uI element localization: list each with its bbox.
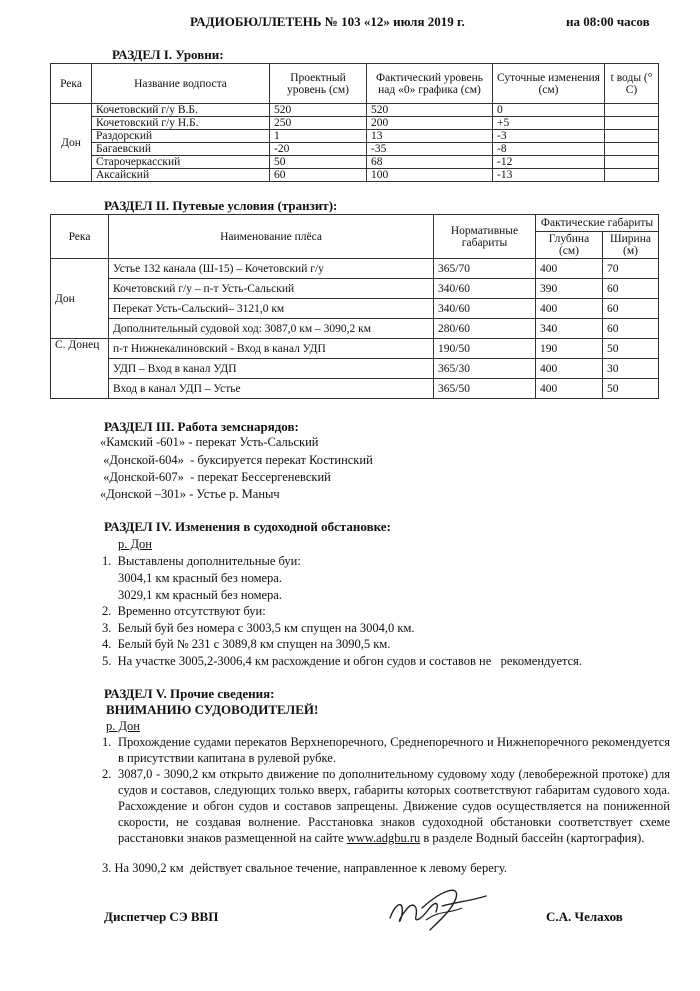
project-level: 50 bbox=[270, 156, 367, 169]
station-name: Раздорский bbox=[92, 130, 270, 143]
water-temp bbox=[605, 117, 659, 130]
col-actual-group: Фактические габариты bbox=[536, 215, 659, 232]
col-station: Название водпоста bbox=[92, 64, 270, 104]
notice-text: 3087,0 - 3090,2 км открыто движение по дополнительному судовому ходу (левобережной протоке) для судов и составов, следующих только вверх, габариты которых соответствуют габаритам судового хода. Расхождение и обгон судов и составов запрещены. Движение судов осуществляется на пониженной скорости, не создавая волнение. Расстановка знаков судоходной обстановки соответствует схеме расстановки знаков размещенной на сайте bbox=[118, 767, 670, 845]
actual-level: -35 bbox=[367, 143, 493, 156]
normative-dims: 190/50 bbox=[434, 339, 536, 359]
station-name: Кочетовский г/у Н.Б. bbox=[92, 117, 270, 130]
width-value: 70 bbox=[603, 259, 659, 279]
table-row bbox=[51, 104, 659, 117]
col-width: Ширина (м) bbox=[603, 232, 659, 259]
dredger-line: «Камский -601» - перекат Усть-Сальский bbox=[100, 435, 319, 449]
normative-dims: 365/50 bbox=[434, 379, 536, 399]
daily-change: -12 bbox=[493, 156, 605, 169]
change-item: 4. Белый буй № 231 с 3089,8 км спущен на 3090,5 км. bbox=[102, 637, 391, 651]
depth-value: 340 bbox=[536, 319, 603, 339]
section4-title: РАЗДЕЛ IV. Изменения в судоходной обстановке: bbox=[104, 519, 391, 534]
actual-level: 68 bbox=[367, 156, 493, 169]
table-row bbox=[51, 379, 659, 399]
station-name: Багаевский bbox=[92, 143, 270, 156]
actual-level: 200 bbox=[367, 117, 493, 130]
col-project-level: Проектный уровень (см) bbox=[270, 64, 367, 104]
width-value: 50 bbox=[603, 379, 659, 399]
depth-value: 400 bbox=[536, 379, 603, 399]
website-link[interactable]: www.adgbu.ru bbox=[346, 831, 421, 845]
change-item: 3029,1 км красный без номера. bbox=[118, 588, 282, 602]
notice-text-tail: в разделе Водный бассейн (картография). bbox=[420, 831, 645, 845]
table-row bbox=[51, 259, 659, 279]
section5-title: РАЗДЕЛ V. Прочие сведения: bbox=[104, 686, 275, 701]
daily-change: 0 bbox=[493, 104, 605, 117]
actual-level: 100 bbox=[367, 169, 493, 182]
levels-table bbox=[50, 63, 659, 182]
reach-name: Кочетовский г/у – п-т Усть-Сальский bbox=[109, 279, 434, 299]
water-temp bbox=[605, 143, 659, 156]
table-row bbox=[51, 359, 659, 379]
dispatcher-name: С.А. Челахов bbox=[546, 909, 623, 924]
depth-value: 190 bbox=[536, 339, 603, 359]
project-level: 60 bbox=[270, 169, 367, 182]
daily-change: +5 bbox=[493, 117, 605, 130]
notice-item bbox=[118, 766, 670, 846]
reach-name: Вход в канал УДП – Устье bbox=[109, 379, 434, 399]
transit-table bbox=[50, 214, 659, 399]
dredger-line: «Донской-607» - перекат Бессергеневский bbox=[100, 470, 331, 484]
col-river: Река bbox=[51, 215, 109, 259]
col-normative: Нормативные габариты bbox=[434, 215, 536, 259]
station-name: Старочеркасский bbox=[92, 156, 270, 169]
attention-heading: ВНИМАНИЮ СУДОВОДИТЕЛЕЙ! bbox=[106, 702, 319, 717]
depth-value: 400 bbox=[536, 259, 603, 279]
depth-value: 400 bbox=[536, 299, 603, 319]
signature-icon bbox=[382, 880, 492, 940]
bulletin-time: на 08:00 часов bbox=[566, 14, 650, 29]
river-cell: С. Донец bbox=[51, 339, 109, 399]
reach-name: Дополнительный судовой ход: 3087,0 км – 3090,2 км bbox=[109, 319, 434, 339]
notice-number: 2. bbox=[102, 767, 112, 781]
dredger-line: «Донской-604» - буксируется перекат Костинский bbox=[100, 453, 373, 467]
water-temp bbox=[605, 169, 659, 182]
table-row bbox=[51, 117, 659, 130]
actual-level: 13 bbox=[367, 130, 493, 143]
daily-change: -8 bbox=[493, 143, 605, 156]
col-daily-change: Суточные изменения (см) bbox=[493, 64, 605, 104]
reach-name: УДП – Вход в канал УДП bbox=[109, 359, 434, 379]
daily-change: -13 bbox=[493, 169, 605, 182]
table-row bbox=[51, 319, 659, 339]
width-value: 60 bbox=[603, 299, 659, 319]
change-item: 5. На участке 3005,2-3006,4 км расхождение и обгон судов и составов не рекомендуется. bbox=[102, 654, 583, 668]
river-cell: Дон bbox=[51, 259, 109, 339]
river-cell: Дон bbox=[51, 104, 92, 182]
normative-dims: 365/30 bbox=[434, 359, 536, 379]
notice-item: Прохождение судами перекатов Верхнепоречного, Среднепоречного и Нижнепоречного рекомендуется в присутствии капитана в рулевой рубке. bbox=[118, 735, 670, 765]
actual-level: 520 bbox=[367, 104, 493, 117]
dispatcher-position: Диспетчер СЭ ВВП bbox=[104, 909, 219, 924]
change-item: 1. Выставлены дополнительные буи: bbox=[102, 554, 301, 568]
col-reach: Наименование плёса bbox=[109, 215, 434, 259]
change-item: 3004,1 км красный без номера. bbox=[118, 571, 282, 585]
daily-change: -3 bbox=[493, 130, 605, 143]
river-subheading: р. Дон bbox=[118, 537, 152, 551]
col-actual-level: Фактический уровень над «0» графика (см) bbox=[367, 64, 493, 104]
change-item: 2. Временно отсутствуют буи: bbox=[102, 604, 266, 618]
section3-title: РАЗДЕЛ III. Работа земснарядов: bbox=[104, 419, 299, 434]
notice-item: 3. На 3090,2 км действует свальное течение, направленное к левому берегу. bbox=[102, 861, 508, 875]
normative-dims: 280/60 bbox=[434, 319, 536, 339]
width-value: 60 bbox=[603, 279, 659, 299]
table-row bbox=[51, 130, 659, 143]
col-river: Река bbox=[51, 64, 92, 104]
river-subheading: р. Дон bbox=[106, 719, 140, 733]
table-row bbox=[51, 339, 659, 359]
depth-value: 400 bbox=[536, 359, 603, 379]
reach-name: Перекат Усть-Сальский– 3121,0 км bbox=[109, 299, 434, 319]
dredger-line: «Донской –301» - Устье р. Маныч bbox=[100, 487, 280, 501]
table-row bbox=[51, 279, 659, 299]
table-row bbox=[51, 156, 659, 169]
water-temp bbox=[605, 130, 659, 143]
change-item: 3. Белый буй без номера с 3003,5 км спущен на 3004,0 км. bbox=[102, 621, 415, 635]
project-level: -20 bbox=[270, 143, 367, 156]
water-temp bbox=[605, 104, 659, 117]
col-water-temp: t воды (° С) bbox=[605, 64, 659, 104]
table-row bbox=[51, 143, 659, 156]
section2-title: РАЗДЕЛ II. Путевые условия (транзит): bbox=[104, 198, 338, 213]
notice-number: 1. bbox=[102, 735, 112, 749]
table-row bbox=[51, 169, 659, 182]
section1-title: РАЗДЕЛ I. Уровни: bbox=[112, 47, 224, 62]
project-level: 520 bbox=[270, 104, 367, 117]
width-value: 50 bbox=[603, 339, 659, 359]
reach-name: п-т Нижнекалиновский - Вход в канал УДП bbox=[109, 339, 434, 359]
table-row bbox=[51, 299, 659, 319]
bulletin-title: РАДИОБЮЛЛЕТЕНЬ № 103 «12» июля 2019 г. bbox=[190, 14, 465, 29]
col-depth: Глубина (см) bbox=[536, 232, 603, 259]
normative-dims: 340/60 bbox=[434, 279, 536, 299]
station-name: Аксайский bbox=[92, 169, 270, 182]
water-temp bbox=[605, 156, 659, 169]
width-value: 60 bbox=[603, 319, 659, 339]
normative-dims: 340/60 bbox=[434, 299, 536, 319]
station-name: Кочетовский г/у В.Б. bbox=[92, 104, 270, 117]
project-level: 250 bbox=[270, 117, 367, 130]
width-value: 30 bbox=[603, 359, 659, 379]
reach-name: Устье 132 канала (Ш-15) – Кочетовский г/у bbox=[109, 259, 434, 279]
normative-dims: 365/70 bbox=[434, 259, 536, 279]
depth-value: 390 bbox=[536, 279, 603, 299]
project-level: 1 bbox=[270, 130, 367, 143]
